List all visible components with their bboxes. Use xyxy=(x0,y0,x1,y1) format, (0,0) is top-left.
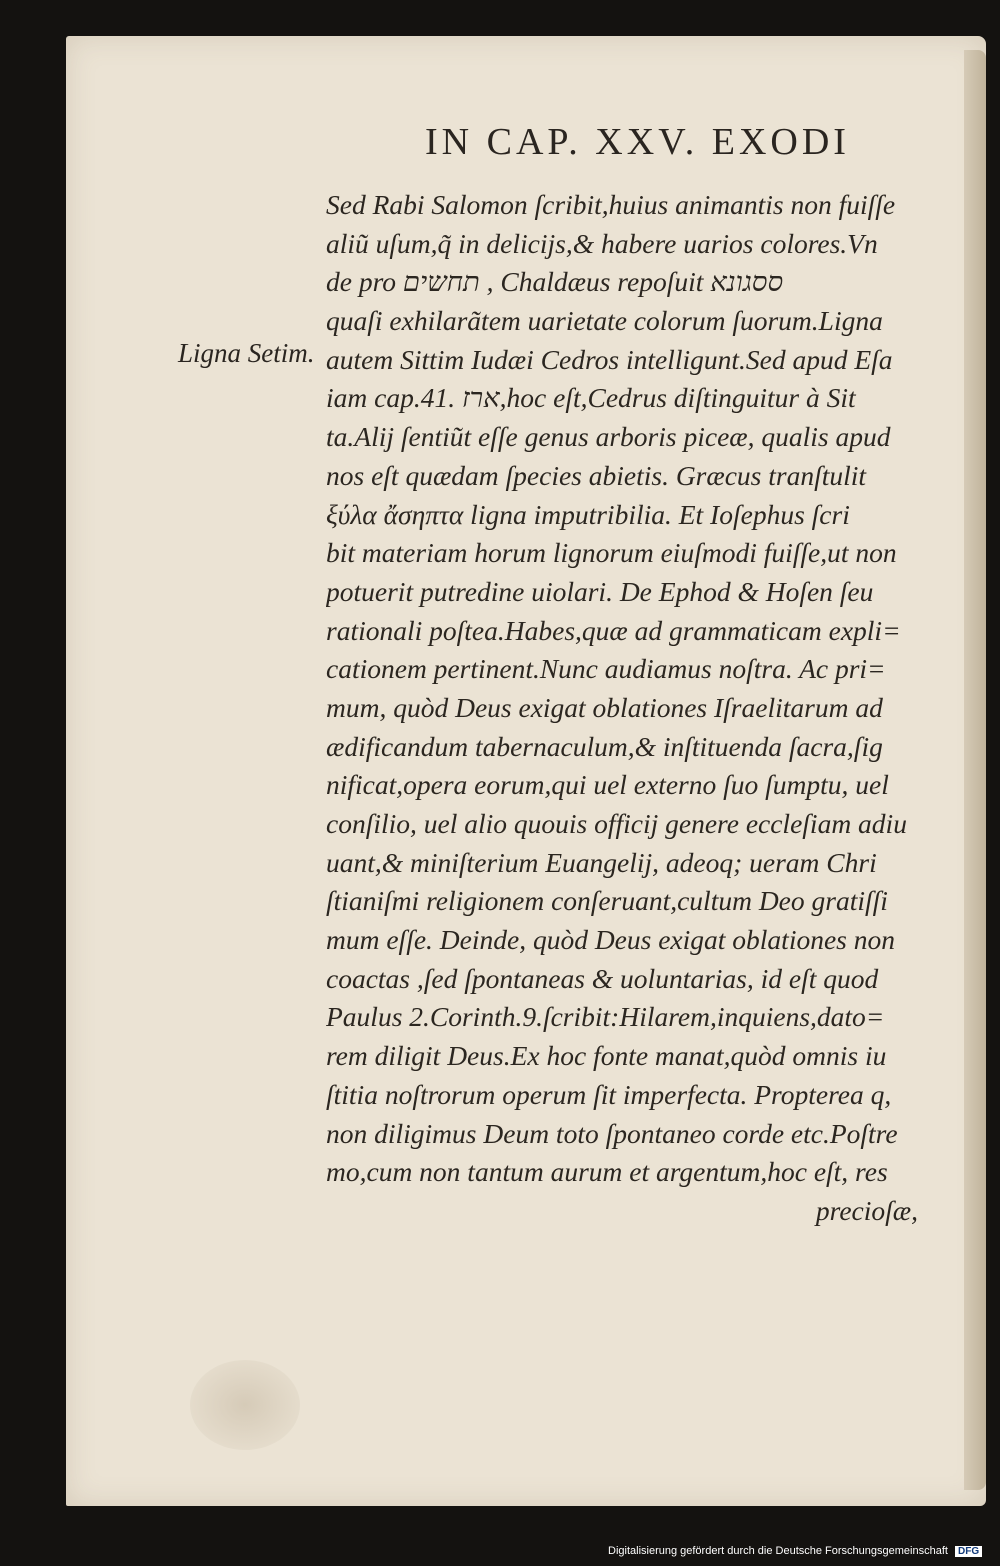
text-line: aliũ uſum,q̃ in delicijs,& habere uarios colores.Vn xyxy=(326,227,878,259)
text-line: bit materiam horum lignorum eiuſmodi fuiſſe,ut non xyxy=(326,537,897,569)
text-line: nos eſt quædam ſpecies abietis. Græcus tranſtulit xyxy=(326,459,867,491)
text-line: Sed Rabi Salomon ſcribit,huius animantis non fuiſſe xyxy=(326,189,896,220)
text-line: rem diligit Deus.Ex hoc fonte manat,quòd omnis iu xyxy=(326,1040,887,1072)
text-line: ξύλα ἄσηπτα ligna imputribilia. Et Ioſephus ſcri xyxy=(326,498,850,530)
credit-text: Digitalisierung gefördert durch die Deutsche Forschungsgemeinschaft xyxy=(608,1545,948,1557)
text-line: mo,cum non tantum aurum et argentum,hoc eſt, res xyxy=(326,1156,888,1188)
page-edge xyxy=(964,50,986,1490)
text-line-last: precioſæ, xyxy=(815,1194,918,1226)
text-line: potuerit putredine uiolari. De Ephod & Hoſen ſeu xyxy=(326,575,874,607)
text-line: Paulus 2.Corinth.9.ſcribit:Hilarem,inquiens,dato= xyxy=(326,1001,885,1033)
text-line: quaſi exhilarãtem uarietate colorum ſuorum.Ligna xyxy=(326,305,883,337)
paper-stain xyxy=(190,1360,300,1450)
text-line: ſtianiſmi religionem conſeruant,cultum Deo gratiſſi xyxy=(326,885,888,917)
body-text xyxy=(326,186,966,1231)
text-line: mum eſſe. Deinde, quòd Deus exigat oblationes non xyxy=(326,924,895,956)
margin-note: Ligna Setim. xyxy=(178,338,315,368)
text-line: ſtitia noſtrorum operum ſit imperfecta. Propterea q, xyxy=(326,1078,892,1110)
text-line: ta.Alij ſentiũt eſſe genus arboris piceæ, qualis apud xyxy=(326,421,891,453)
text-line: conſilio, uel alio quouis officij genere eccleſiam adiu xyxy=(326,808,907,839)
text-line: non diligimus Deum toto ſpontaneo corde etc.Poſtre xyxy=(326,1117,898,1149)
text-line: de pro תחשים , Chaldæus repoſuit ססגונא xyxy=(326,266,784,298)
text-line: ædificandum tabernaculum,& inſtituenda ſacra,ſig xyxy=(326,730,883,762)
text-line: cationem pertinent.Nunc audiamus noſtra. Ac pri= xyxy=(326,653,886,685)
dfg-logo: DFG xyxy=(955,1546,982,1557)
text-line: rationali poſtea.Habes,quæ ad grammaticam expli= xyxy=(326,614,901,646)
text-line: iam cap.41. ארז,hoc eſt,Cedrus diſtinguitur à Sit xyxy=(326,382,856,414)
text-line: uant,& miniſterium Euangelij, adeoq; ueram Chri xyxy=(326,846,877,878)
digitization-credit xyxy=(608,1545,982,1557)
text-line: coactas ,ſed ſpontaneas & uoluntarias, id eſt quod xyxy=(326,962,879,994)
running-head: IN CAP. XXV. EXODI xyxy=(425,121,850,163)
text-line: mum, quòd Deus exigat oblationes Iſraelitarum ad xyxy=(326,691,883,723)
text-line: autem Sittim Iudæi Cedros intelligunt.Sed apud Eſa xyxy=(326,343,893,375)
text-line: nificat,opera eorum,qui uel externo ſuo ſumptu, uel xyxy=(326,769,889,801)
